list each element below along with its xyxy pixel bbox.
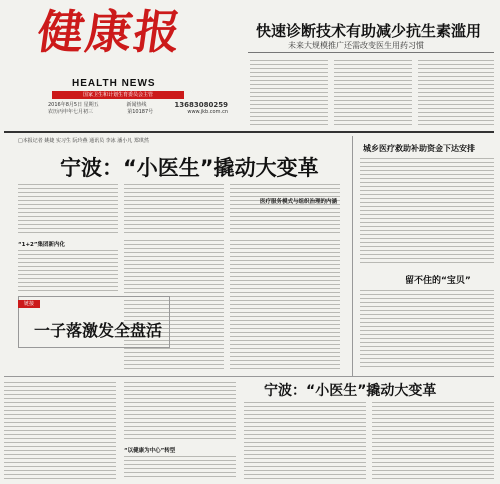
bottom-column-4 xyxy=(372,402,494,480)
main-story-column-3 xyxy=(230,240,340,374)
issue-number: 第10187号 xyxy=(127,109,154,115)
top-story-subheadline: 未来大规模推广还需改变医生用药习惯 xyxy=(288,41,424,50)
main-story-lead-column-1 xyxy=(18,184,118,236)
side-story-2-body xyxy=(360,290,494,372)
bottom-story-headline: 宁波：“小医生”撬动大变革 xyxy=(264,383,437,399)
side-story-1-headline: 城乡医疗救助补助资金下达安排 xyxy=(363,144,475,153)
lunar-date: 农历丙申年七月初三 xyxy=(48,109,94,115)
bottom-section-rule xyxy=(4,376,494,377)
main-story-headline: 宁波：“小医生”撬动大变革 xyxy=(60,156,319,180)
section-subhead-2: 医疗服务模式与组织治理的内涵 xyxy=(260,199,338,205)
column-divider xyxy=(352,136,353,376)
section-divider xyxy=(4,131,494,133)
link-tag: 链接 xyxy=(18,300,40,308)
top-story-column-1 xyxy=(250,60,328,126)
bottom-column-2b xyxy=(124,456,236,480)
main-story-lead-column-2 xyxy=(124,184,224,236)
main-story-column-1 xyxy=(18,250,118,294)
main-story-lead-column-3 xyxy=(230,184,340,236)
bottom-column-2 xyxy=(124,382,236,442)
hotline-label: 新闻热线 xyxy=(126,102,147,108)
masthead-publisher: 国家卫生和计划生育委员会主管 xyxy=(52,91,184,99)
issue-date: 2016年8月5日 星期五 xyxy=(48,102,99,108)
hotline-number: 13683080259 xyxy=(174,101,228,109)
masthead-info xyxy=(48,102,228,116)
bottom-section-subhead: “以健康为中心”转型 xyxy=(124,448,176,454)
website: www.jkb.com.cn xyxy=(187,109,228,115)
masthead-logo: 健康报 xyxy=(34,5,186,59)
bottom-column-3 xyxy=(244,402,366,480)
bottom-column-1 xyxy=(4,382,116,480)
top-story-column-2 xyxy=(334,60,412,126)
masthead-english-name: HEALTH NEWS xyxy=(72,78,156,89)
top-story-column-3 xyxy=(418,60,494,126)
top-story-headline: 快速诊断技术有助减少抗生素滥用 xyxy=(256,22,482,40)
side-story-1-body xyxy=(360,158,494,266)
quote-headline: 一子落激发全盘活 xyxy=(34,321,163,340)
byline: □本报记者 姚婕 实习生 阮玲燕 通讯员 李冰 潘小凡 郑琪然 xyxy=(18,138,149,144)
top-story-rule xyxy=(248,52,494,53)
side-story-2-headline: 留不住的“宝贝” xyxy=(405,276,471,286)
section-subhead-1: “1+2”集团新内化 xyxy=(18,242,65,248)
